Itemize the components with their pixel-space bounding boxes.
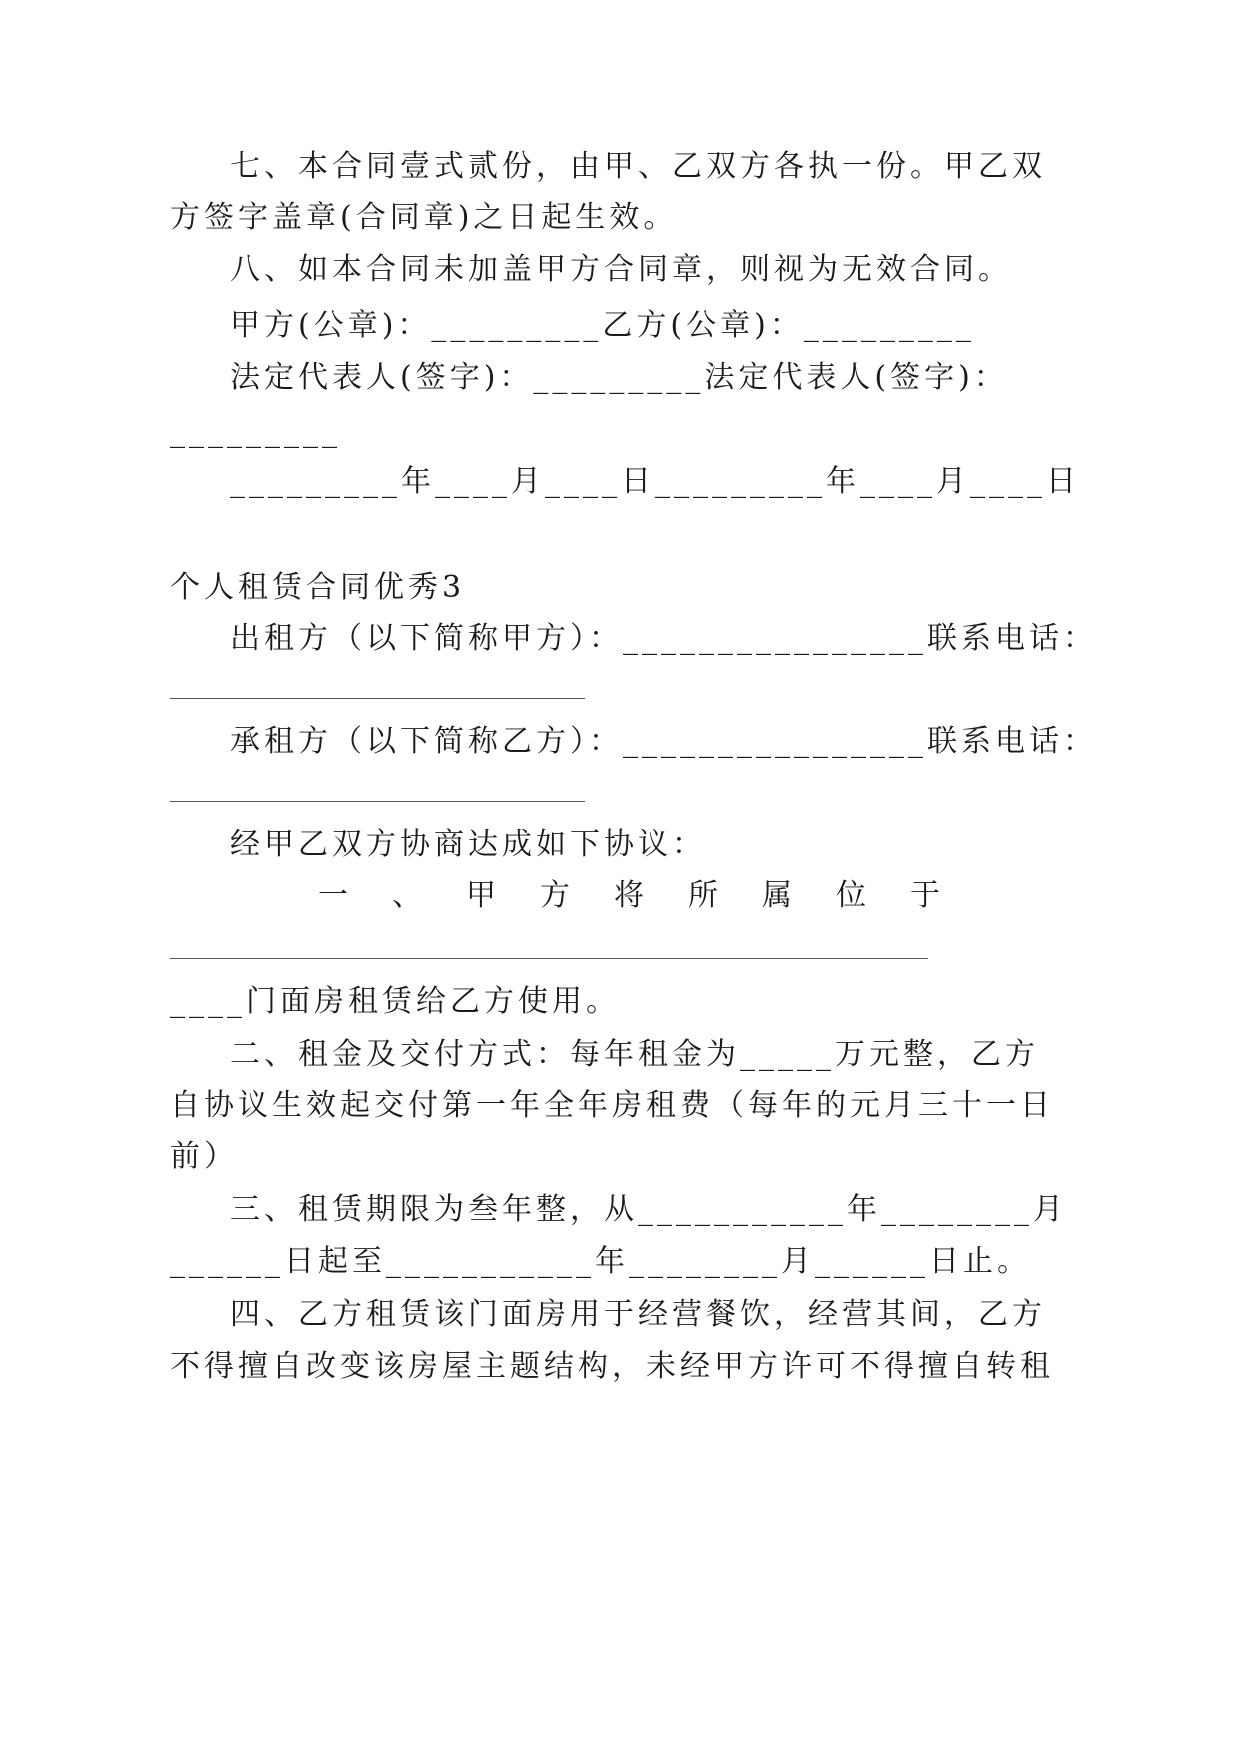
clause-7-line-2: 方签字盖章(合同章)之日起生效。 <box>170 200 678 235</box>
clause-2-line-2: 自协议生效起交付第一年全年房租费（每年的元月三十一日 <box>170 1088 1054 1123</box>
clause-1-char: 属 <box>762 878 792 913</box>
clause-1-char: 方 <box>540 878 570 913</box>
date-line: _________年____月____日_________年____月____日 <box>230 464 1080 499</box>
clause-1-char: 将 <box>614 878 644 913</box>
clause-3-line-2: ______日起至___________年________月______日止。 <box>170 1244 1031 1279</box>
agreement-intro: 经甲乙双方协商达成如下协议： <box>230 827 706 862</box>
lessee-phone-blank <box>170 801 585 802</box>
lessor-line: 出租方（以下简称甲方）：________________联系电话： <box>230 621 1097 656</box>
representative-blank: _________ <box>170 414 341 449</box>
section-title: 个人租赁合同优秀3 <box>170 570 466 605</box>
representative-line: 法定代表人(签字)：_________法定代表人(签字)： <box>230 360 1008 395</box>
clause-1-line-1 <box>318 876 940 916</box>
seal-line: 甲方(公章)：_________乙方(公章)：_________ <box>230 308 975 343</box>
address-blank <box>170 958 928 959</box>
clause-2-line-1: 二、租金及交付方式：每年租金为_____万元整，乙方 <box>230 1037 1039 1072</box>
clause-3-line-1: 三、租赁期限为叁年整，从___________年________月 <box>230 1192 1067 1227</box>
clause-1-char: 甲 <box>466 878 496 913</box>
clause-1-line-2: ____门面房租赁给乙方使用。 <box>170 984 620 1019</box>
clause-4-line-2: 不得擅自改变该房屋主题结构，未经甲方许可不得擅自转租 <box>170 1349 1054 1384</box>
lessee-line: 承租方（以下简称乙方）：________________联系电话： <box>230 724 1097 759</box>
clause-1-char: 一 <box>318 878 348 913</box>
clause-1-char: 、 <box>392 878 422 913</box>
lessor-phone-blank <box>170 698 585 699</box>
clause-1-char: 位 <box>836 878 866 913</box>
clause-1-char: 所 <box>688 878 718 913</box>
clause-1-char: 于 <box>910 878 940 913</box>
clause-2-line-3: 前） <box>170 1139 238 1174</box>
clause-7-line-1: 七、本合同壹式贰份，由甲、乙双方各执一份。甲乙双 <box>230 149 1046 184</box>
clause-8: 八、如本合同未加盖甲方合同章，则视为无效合同。 <box>230 252 1012 287</box>
clause-4-line-1: 四、乙方租赁该门面房用于经营餐饮，经营其间，乙方 <box>230 1297 1046 1332</box>
